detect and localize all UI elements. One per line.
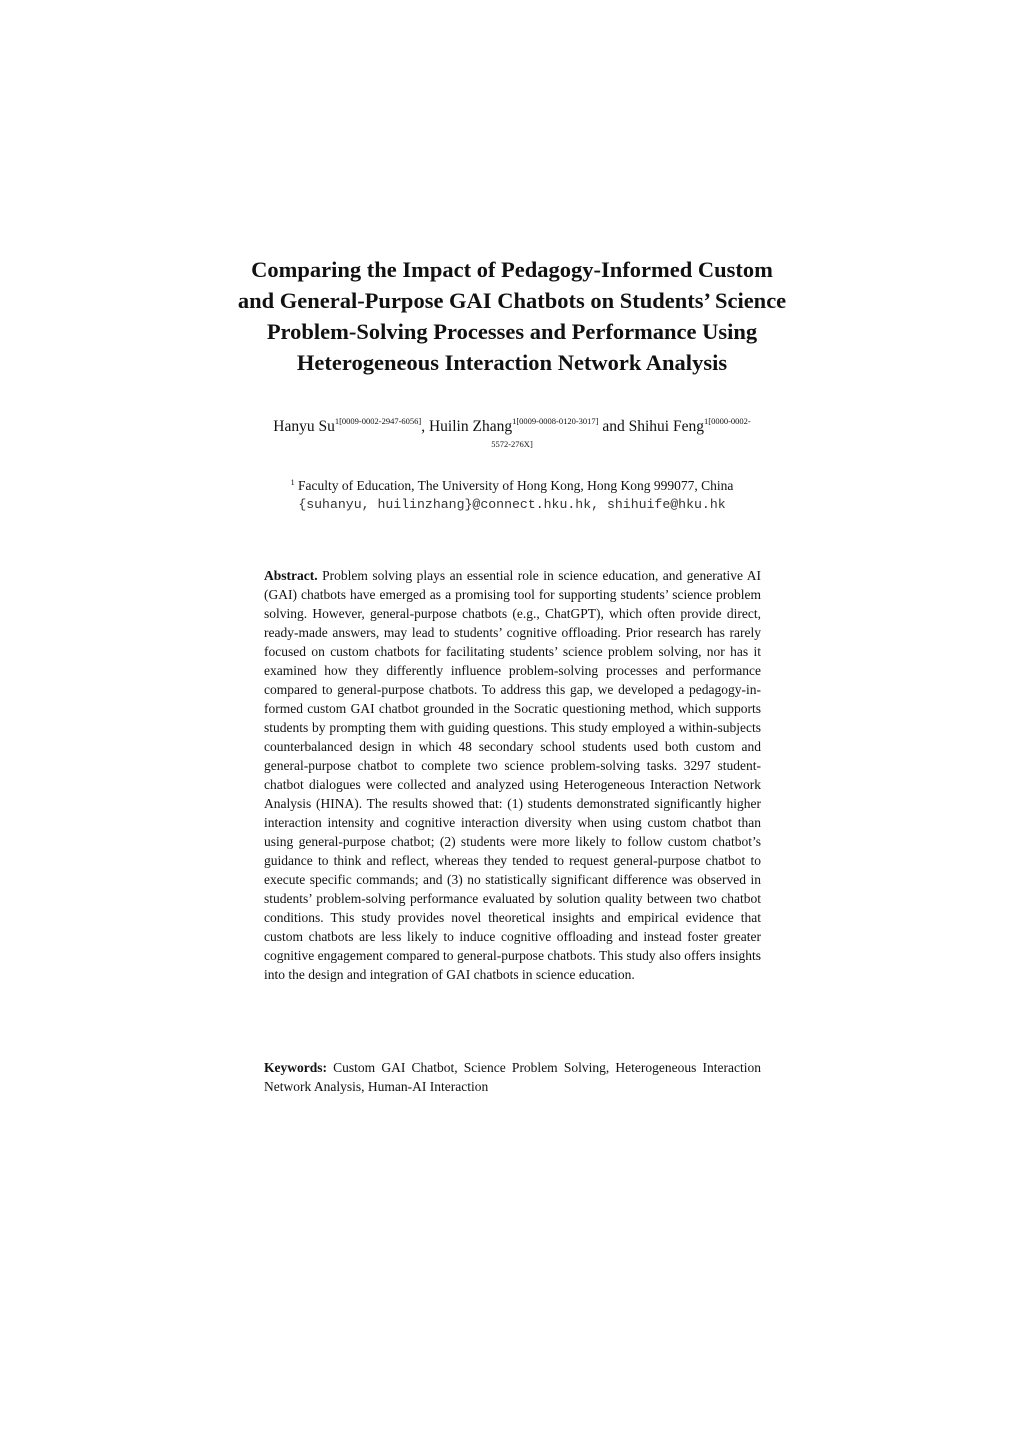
abstract-label: Abstract. [264, 568, 318, 583]
author-3-orcid: 1[0000-0002- [703, 416, 751, 426]
keywords-text: Custom GAI Chatbot, Science Problem Solving, Heterogeneous Interaction Network Analysis, Human-AI Interaction [264, 1060, 761, 1094]
author-separator-and: and [598, 418, 629, 435]
title-line-1: Comparing the Impact of Pedagogy-Informed Custom [251, 257, 773, 282]
affiliation-text: Faculty of Education, The University of Hong Kong, Hong Kong 999077, China [294, 478, 734, 493]
affiliation-marker: 1 [290, 478, 295, 487]
author-2-orcid: 1[0009-0008-0120-3017] [512, 416, 599, 426]
keywords [264, 1058, 761, 1096]
abstract-text: Problem solving plays an essential role in science education, and generative AI (GAI) chatbots have emerged as a promising tool for supporting students’ science problem solving. However, general-purpose chatbots (e.g., ChatGPT), which often provide direct, ready-made answers, may lead to students’ cognitive offloading. Prior research has rarely focused on custom chatbots for facilitating students’ science problem solving, nor has it examined how they differently influence problem-solving processes and performance compared to general-purpose chatbots. To address this gap, we developed a pedagogy-informed custom GAI chatbot grounded in the Socratic questioning method, which supports students by prompting them with guiding questions. This study employed a within-subjects counterbalanced design in which 48 secondary school students used both custom and general-purpose chatbot to complete two science problem-solving tasks. 3297 student-chatbot dialogues were collected and analyzed using Heterogeneous Interaction Network Analysis (HINA). The results showed that: (1) students demonstrated significantly higher interaction intensity and cognitive interaction diversity when using custom chatbot than using general-purpose chatbot; (2) students were more likely to follow custom chatbot’s guidance to think and reflect, whereas they tended to request general-purpose chatbot to execute specific commands; and (3) no statistically significant difference was observed in students’ problem-solving performance evaluated by solution quality between two chatbot conditions. This study provides novel theoretical insights and empirical evidence that custom chatbots are less likely to induce cognitive offloading and instead foster greater cognitive engagement compared to general-purpose chatbots. This study also offers insights into the design and integration of GAI chatbots in science education. [264, 568, 761, 982]
author-3-orcid-continued: 5572-276X] [491, 439, 533, 449]
author-2-name: Huilin Zhang [428, 418, 513, 435]
affiliation [160, 477, 864, 495]
author-1-orcid: 1[0009-0002-2947-6056] [334, 416, 422, 426]
abstract [264, 566, 761, 984]
paper-title [180, 254, 844, 378]
title-line-2: and General-Purpose GAI Chatbots on Students’ Science [237, 288, 787, 313]
author-emails: {suhanyu, huilinzhang}@connect.hku.hk, shihuife@hku.hk [298, 497, 726, 512]
title-line-3: Problem-Solving Processes and Performance Using [266, 319, 758, 344]
title-line-4: Heterogeneous Interaction Network Analysis [296, 350, 728, 375]
author-3-name: Shihui Feng [628, 418, 704, 435]
author-1-name: Hanyu Su [273, 418, 335, 435]
author-separator: , [421, 418, 429, 435]
keywords-label: Keywords: [264, 1060, 327, 1075]
author-list [160, 418, 864, 436]
